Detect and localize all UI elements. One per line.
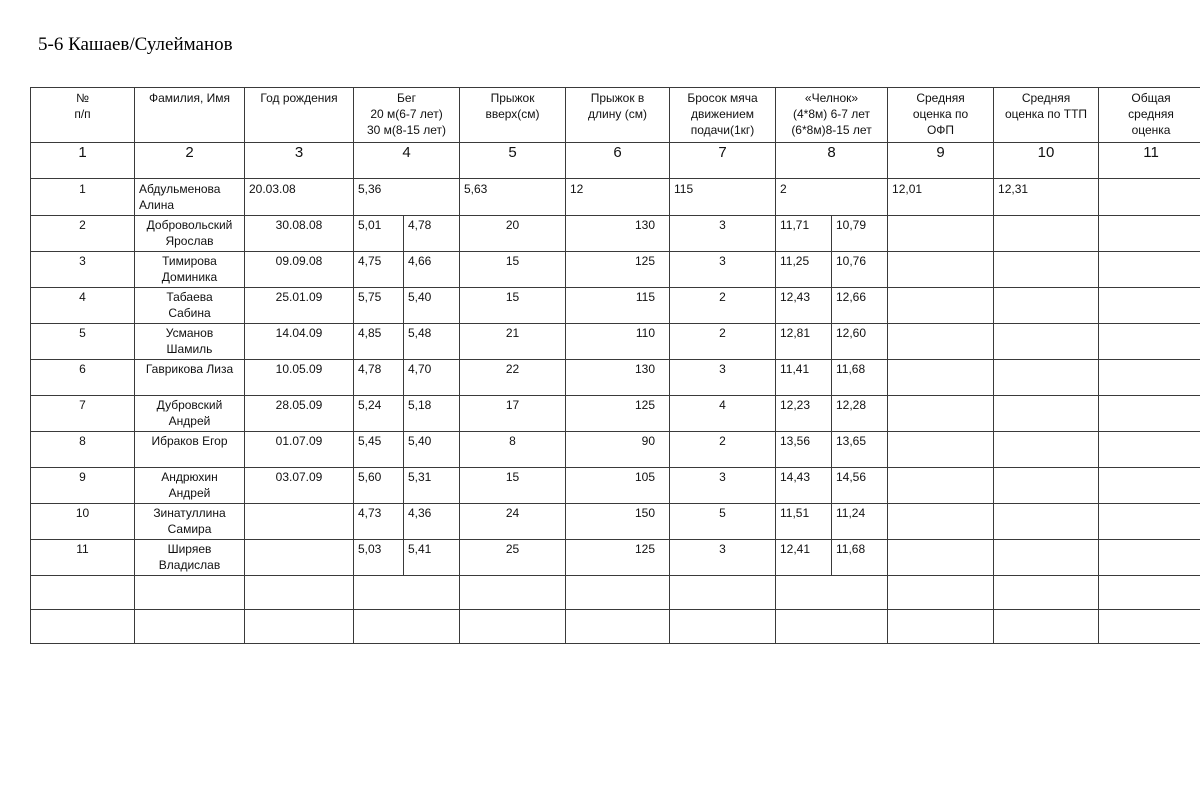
cell-shuttle-a: 12,41 [776,540,832,576]
column-number: 4 [354,143,460,179]
cell-shuttle-a: 12,43 [776,288,832,324]
header-line: вверх(см) [485,107,540,121]
header-jump-long [566,88,670,143]
cell-total [1099,179,1200,216]
cell-num: 4 [31,288,135,324]
cell-run-a: 5,60 [354,468,404,504]
cell-throw: 3 [670,216,776,252]
cell-birth: 01.07.09 [245,432,354,468]
cell-throw: 3 [670,540,776,576]
cell-total [1099,504,1200,540]
cell-throw: 2 [670,324,776,360]
table-row [31,252,1200,288]
cell-run-a: 4,85 [354,324,404,360]
table-row [31,432,1200,468]
header-line: (6*8м)8-15 лет [791,123,872,137]
header-row [31,88,1200,143]
cell-shuttle-b: 11,68 [832,360,888,396]
column-number: 10 [994,143,1099,179]
cell-ttp [994,468,1099,504]
column-number: 3 [245,143,354,179]
cell-birth: 09.09.08 [245,252,354,288]
cell-throw: 3 [670,468,776,504]
empty-cell [1099,610,1200,644]
cell-jump-long: 115 [566,288,670,324]
cell-shuttle-a: 14,43 [776,468,832,504]
header-line: Год рождения [260,91,338,105]
cell-throw: 3 [670,360,776,396]
header-ofp [888,88,994,143]
empty-cell [354,576,460,610]
empty-cell [31,610,135,644]
cell-jump-long: 130 [566,360,670,396]
header-ttp [994,88,1099,143]
cell-throw: 3 [670,252,776,288]
cell-total [1099,288,1200,324]
cell-num: 9 [31,468,135,504]
cell-birth: 10.05.09 [245,360,354,396]
cell-birth: 25.01.09 [245,288,354,324]
cell-shuttle-a: 11,51 [776,504,832,540]
cell-ttp [994,540,1099,576]
cell-shuttle-a: 11,41 [776,360,832,396]
header-jump-up [460,88,566,143]
cell-jump-long: 125 [566,540,670,576]
header-throw [670,88,776,143]
header-line: Прыжок [490,91,535,105]
cell-ofp [888,540,994,576]
cell-name: Абдульменова Алина [135,179,245,216]
cell-ttp [994,396,1099,432]
cell-name: Ибраков Егор [135,432,245,468]
cell-jump-up: 22 [460,360,566,396]
empty-cell [994,610,1099,644]
cell-jump-long: 130 [566,216,670,252]
empty-cell [31,576,135,610]
table-row [31,360,1200,396]
empty-cell [460,610,566,644]
cell-run-b: 5,48 [404,324,460,360]
cell-num: 1 [31,179,135,216]
cell-total [1099,252,1200,288]
header-shuttle [776,88,888,143]
cell-ofp [888,252,994,288]
header-line: № [76,91,89,105]
column-number: 5 [460,143,566,179]
cell-shuttle-a: 11,25 [776,252,832,288]
cell-jump-up: 21 [460,324,566,360]
cell-ofp [888,432,994,468]
cell-birth [245,540,354,576]
column-number: 6 [566,143,670,179]
column-number: 8 [776,143,888,179]
empty-cell [994,576,1099,610]
header-line: Средняя [1021,91,1071,105]
header-num [31,88,135,143]
cell-total [1099,396,1200,432]
cell-shuttle-b: 11,24 [832,504,888,540]
empty-cell [245,610,354,644]
cell-shuttle-b: 10,76 [832,252,888,288]
column-number: 1 [31,143,135,179]
cell-shuttle-a: 13,56 [776,432,832,468]
cell-jump-up: 20 [460,216,566,252]
cell-shuttle-b: 10,79 [832,216,888,252]
cell-name: Табаева Сабина [135,288,245,324]
cell-name: Дубровский Андрей [135,396,245,432]
cell-shuttle-b: 14,56 [832,468,888,504]
cell-ofp [888,360,994,396]
cell-jump-up: 25 [460,540,566,576]
cell-ofp [888,504,994,540]
header-birth [245,88,354,143]
cell-run-b: 4,70 [404,360,460,396]
cell-shuttle-a: 12,81 [776,324,832,360]
cell-run: 5,36 [354,179,460,216]
header-name [135,88,245,143]
cell-ofp [888,396,994,432]
cell-jump-up: 5,63 [460,179,566,216]
cell-shuttle-b: 12,60 [832,324,888,360]
cell-jump-up: 15 [460,288,566,324]
cell-total [1099,468,1200,504]
cell-jump-long: 90 [566,432,670,468]
cell-name: Зинатуллина Самира [135,504,245,540]
table-row [31,179,1200,216]
cell-throw: 2 [670,288,776,324]
cell-run-a: 5,75 [354,288,404,324]
cell-run-b: 4,36 [404,504,460,540]
cell-num: 2 [31,216,135,252]
cell-shuttle-b: 11,68 [832,540,888,576]
header-line: (4*8м) 6-7 лет [792,107,871,121]
cell-throw: 2 [670,432,776,468]
cell-throw: 4 [670,396,776,432]
cell-ttp [994,216,1099,252]
table-row [31,288,1200,324]
empty-cell [888,610,994,644]
cell-run-a: 4,78 [354,360,404,396]
header-line: Бросок мяча [687,91,758,105]
cell-name: Ширяев Владислав [135,540,245,576]
empty-cell [776,610,888,644]
cell-run-b: 5,31 [404,468,460,504]
cell-birth: 03.07.09 [245,468,354,504]
cell-total [1099,432,1200,468]
cell-run-a: 5,03 [354,540,404,576]
empty-cell [135,576,245,610]
cell-ofp [888,324,994,360]
cell-num: 3 [31,252,135,288]
header-line: Средняя [916,91,965,105]
cell-jump-up: 15 [460,468,566,504]
empty-cell [245,576,354,610]
column-number: 2 [135,143,245,179]
cell-run-a: 4,75 [354,252,404,288]
cell-name: Усманов Шамиль [135,324,245,360]
cell-total [1099,324,1200,360]
empty-cell [354,610,460,644]
empty-cell [670,610,776,644]
cell-jump-long: 110 [566,324,670,360]
cell-throw: 5 [670,504,776,540]
cell-name: Тимирова Доминика [135,252,245,288]
cell-num: 5 [31,324,135,360]
header-line: п/п [74,107,91,121]
header-line: Бег [397,91,416,105]
header-line: оценка [1131,123,1171,137]
header-line: 20 м(6-7 лет) [370,107,443,121]
header-line: оценка по ТТП [1005,107,1088,121]
empty-cell [776,576,888,610]
cell-birth [245,504,354,540]
cell-run-a: 5,45 [354,432,404,468]
table-row [31,504,1200,540]
cell-ofp [888,288,994,324]
table-row [31,468,1200,504]
cell-ttp [994,324,1099,360]
cell-shuttle-b: 13,65 [832,432,888,468]
cell-run-a: 5,01 [354,216,404,252]
column-number-row [31,143,1200,179]
empty-cell [460,576,566,610]
cell-run-b: 5,40 [404,432,460,468]
empty-row [31,576,1200,610]
header-line: Общая [1131,91,1171,105]
cell-throw: 115 [670,179,776,216]
cell-ttp [994,504,1099,540]
header-run [354,88,460,143]
cell-jump-up: 15 [460,252,566,288]
empty-row [31,610,1200,644]
cell-birth: 30.08.08 [245,216,354,252]
table-row [31,540,1200,576]
cell-name: Андрюхин Андрей [135,468,245,504]
cell-run-b: 5,41 [404,540,460,576]
cell-ttp: 12,31 [994,179,1099,216]
cell-ttp [994,432,1099,468]
cell-num: 7 [31,396,135,432]
table-row [31,216,1200,252]
cell-jump-long: 105 [566,468,670,504]
header-line: 30 м(8-15 лет) [366,123,447,137]
cell-num: 11 [31,540,135,576]
header-line: ОФП [926,123,955,137]
cell-name: Гаврикова Лиза [135,360,245,396]
cell-total [1099,216,1200,252]
cell-num: 10 [31,504,135,540]
cell-shuttle-a: 12,23 [776,396,832,432]
header-line: «Челнок» [804,91,859,105]
column-number: 7 [670,143,776,179]
cell-jump-long: 150 [566,504,670,540]
cell-ttp [994,288,1099,324]
cell-shuttle-a: 11,71 [776,216,832,252]
cell-jump-up: 8 [460,432,566,468]
cell-run-a: 5,24 [354,396,404,432]
empty-cell [135,610,245,644]
empty-cell [1099,576,1200,610]
table-row [31,324,1200,360]
table-row [31,396,1200,432]
header-line: подачи(1кг) [690,123,755,137]
results-table [30,87,1200,644]
cell-num: 6 [31,360,135,396]
cell-ofp: 12,01 [888,179,994,216]
cell-birth: 20.03.08 [245,179,354,216]
cell-run-a: 4,73 [354,504,404,540]
header-total [1099,88,1200,143]
column-number: 11 [1099,143,1200,179]
column-number: 9 [888,143,994,179]
cell-ttp [994,252,1099,288]
cell-jump-long: 125 [566,396,670,432]
cell-run-b: 5,18 [404,396,460,432]
cell-name: Добровольский Ярослав [135,216,245,252]
empty-cell [670,576,776,610]
cell-ttp [994,360,1099,396]
header-line: длину (см) [588,107,647,121]
header-line: Прыжок в [590,91,645,105]
cell-total [1099,540,1200,576]
header-line: средняя [1128,107,1174,121]
cell-num: 8 [31,432,135,468]
cell-jump-long: 125 [566,252,670,288]
cell-run-b: 4,66 [404,252,460,288]
cell-total [1099,360,1200,396]
cell-ofp [888,468,994,504]
cell-birth: 28.05.09 [245,396,354,432]
cell-ofp [888,216,994,252]
cell-run-b: 4,78 [404,216,460,252]
cell-jump-up: 17 [460,396,566,432]
header-line: оценка по [912,107,969,121]
cell-birth: 14.04.09 [245,324,354,360]
cell-shuttle: 2 [776,179,888,216]
empty-cell [566,576,670,610]
document-title: 5-6 Кашаев/Сулейманов [38,34,233,55]
cell-shuttle-b: 12,28 [832,396,888,432]
empty-cell [566,610,670,644]
cell-jump-long: 12 [566,179,670,216]
header-line: движением [690,107,755,121]
cell-jump-up: 24 [460,504,566,540]
cell-run-b: 5,40 [404,288,460,324]
cell-shuttle-b: 12,66 [832,288,888,324]
empty-cell [888,576,994,610]
header-line: Фамилия, Имя [149,91,230,105]
